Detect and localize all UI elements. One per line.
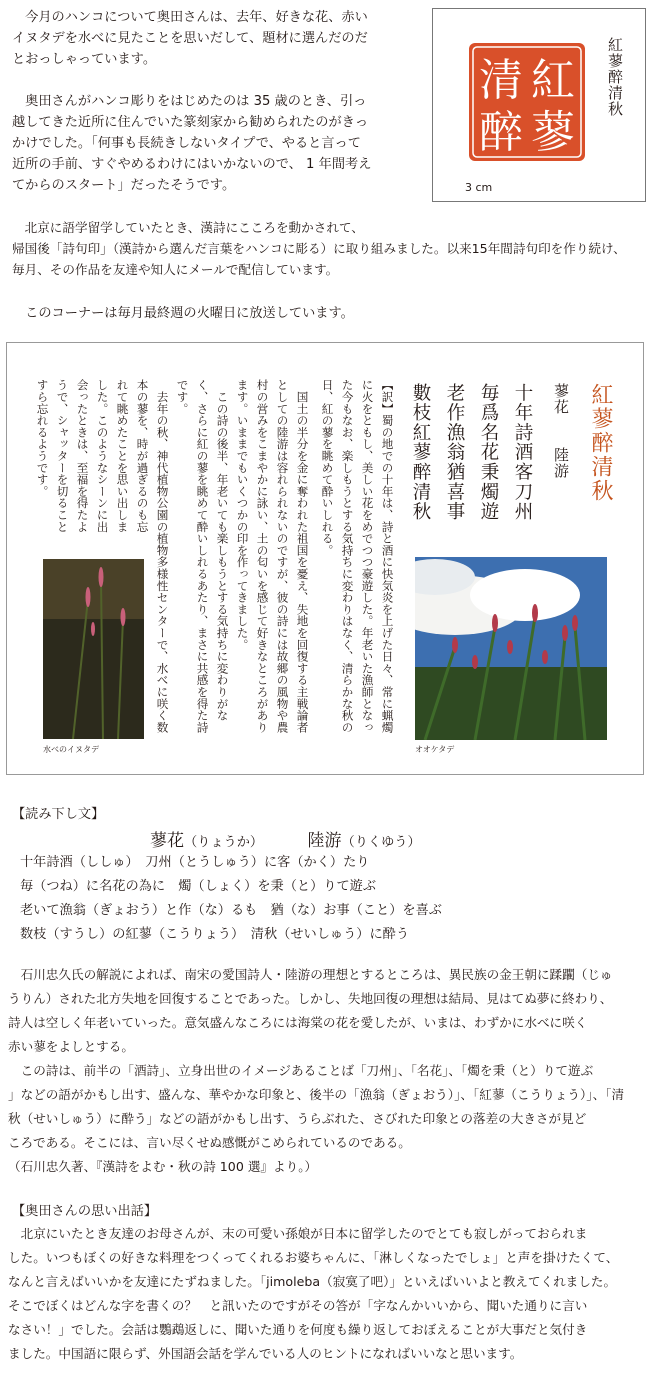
- commentary-line: です。: [175, 379, 190, 415]
- translation-line: に火をともし、美しい花をめでつつ豪遊した。年老いた漁師となっ: [360, 379, 375, 733]
- memory-paragraph: 北京にいたとき友達のお母さんが、末の可愛い孫娘が日本に留学したのでとても寂しがっておられま した。いつもぼくの好きな料理をつくってくれるお婆ちゃんに、「淋しくなったでしょ」と声を掛けたくて、 なんと言えばいいかを友達にたずねました。「jimoleba（寂寞了吧）」といえばいいよと教えてくれました。 そこでぼくはどんな字を書くの？ と訊いたのですがその答が「字なんかいいから、聞いた通りに言い なさい！」でした。会話は鸚鵡返しに、聞いた通りを何度も繰り返しておぼえることが大事だと気付き ました。中国語に限らず、外国語会話を学んでいる人のヒントになればいいなと思います。: [8, 1226, 619, 1361]
- translation-line: た今もなお、楽しもうとする気持ちに変わりはなく、清らかな秋の: [340, 379, 355, 733]
- okedate-photo: [415, 557, 607, 740]
- commentary-line: としての陸游は容れられないのですが、彼の詩には故郷の風物や農: [275, 379, 290, 733]
- seal-stamp-image: [469, 43, 585, 161]
- commentary-line: ます。いままでもいくつかの印を作ってきました。: [235, 379, 250, 651]
- svg-text:清: 清: [479, 55, 523, 106]
- inutade-photo: [43, 559, 144, 739]
- yomi-lines: 十年詩酒（ししゅ） 刀州（とうしゅう）に客（かく）たり 毎（つね）に名花の為に 燭（しょく）を秉（と）りて遊ぶ 老いて漁翁（ぎょおう）と作（な）るも 猶（な）お事（こと）を喜ぶ 数枝（すうし）の紅蓼（こうりょう） 清秋（せいしゅう）に酔う: [20, 855, 442, 942]
- translation-line: 【訳】蜀の地での十年は、詩と酒に快気炎を上げた日々、常に蝋燭: [380, 379, 395, 733]
- seal-size-label: 3 cm: [465, 181, 493, 194]
- commentary-line: れて眺めたことを思い出しま: [115, 379, 130, 533]
- commentary-line: した。このようなシーンに出: [95, 379, 110, 533]
- commentary-line: うで、シャッターを切ること: [55, 379, 70, 533]
- commentary-line: く、さらに紅の蓼を眺めて酔いしれるあたり、まさに共感を得た詩: [195, 379, 210, 733]
- commentary-line: すら忘れるようです。: [35, 379, 50, 497]
- svg-text:醉: 醉: [479, 107, 523, 158]
- svg-text:蓼: 蓼: [531, 107, 575, 158]
- commentary-line: 去年の秋、神代植物公園の植物多様性センターで、水べに咲く数: [155, 379, 170, 733]
- intro-paragraph: 今月のハンコについて奥田さんは、去年、好きな花、赤い イヌタデを水べに見たことを思いだして、題材に選んだのだ とおっしゃっています。: [12, 10, 368, 67]
- commentary-line: 会ったときは、至福を得たよ: [75, 379, 90, 533]
- photo-caption-right: オオケタデ: [415, 745, 455, 754]
- yomi-title-kanji: 蓼花: [150, 831, 184, 851]
- translation-line: 日、紅の蓼を眺めて酔いしれる。: [320, 379, 335, 556]
- commentary-line: 村の営みをこまやかに詠い、土の匂いを感じて好きなところがあり: [255, 379, 270, 733]
- poem-title: 紅蓼醉清秋: [588, 383, 613, 503]
- yomi-author-reading: （りくゆう）: [341, 835, 421, 850]
- yomi-title-row: [150, 826, 421, 851]
- broadcast-note: このコーナーは毎月最終週の火曜日に放送しています。: [12, 306, 354, 321]
- seal-vertical-label: 紅蓼醉清秋: [606, 37, 624, 117]
- yomi-title-reading: （りょうか）: [184, 835, 264, 850]
- poem-line: 老作漁翁猶喜事: [444, 383, 465, 522]
- origin-paragraph: 奥田さんがハンコ彫りをはじめたのは 35 歳のとき、引っ 越してきた近所に住んでいた篆刻家から勧められたのがきっ かけでした。「何事も長続きしないタイプで、やると言って 近所の手前、すぐやめるわけにはいかないので、 1 年間考え てからのスタート」だったそうです。: [12, 94, 372, 193]
- poem-line: 毎爲名花秉燭遊: [478, 383, 499, 522]
- beijing-paragraph: 北京に語学留学していたとき、漢詩にこころを動かされて、 帰国後「詩句印」（漢詩から選んだ言葉をハンコに彫る）に取り組みました。以来15年間詩句印を作り続け、 毎月、その作品を友達や知人にメールで配信しています。: [12, 220, 626, 277]
- seal-box: [432, 8, 646, 202]
- commentary-line: 国土の半分を金に奪われた祖国を憂え、失地を回復する主戦論者: [295, 379, 310, 733]
- yomi-header: 【読み下し文】: [12, 807, 105, 822]
- poem-line: 十年詩酒客刀州: [512, 383, 533, 522]
- poem-panel: [6, 342, 644, 775]
- explanation-paragraph: 石川忠久氏の解説によれば、南宋の愛国詩人・陸游の理想とするところは、異民族の金王朝に蹂躙（じゅ うりん）された北方失地を回復することであった。しかし、失地回復の理想は結局、見はてぬ夢に終わり、 詩人は空しく年老いていった。意気盛んなころには海棠の花を愛したが、いまは、わずかに水べに咲く 赤い蓼をよしとする。 この詩は、前半の「酒詩」、立身出世のイメージあることば「刀州」、「名花」、「燭を秉（と）りて遊ぶ 」などの語がかもし出す、盛んな、華やかな印象と、後半の「漁翁（ぎょおう）」、「紅蓼（こうりょう）」、「清 秋（せいしゅう）に酔う」などの語がかもし出す、うらぶれた、さびれた印象との落差の大きさが見ど ころである。そこには、言い尽くせぬ感慨がこめられているのである。 （石川忠久著、『漢詩をよむ・秋の詩 100 選』より。）: [8, 967, 625, 1174]
- yomi-author-kanji: 陸游: [307, 831, 342, 851]
- commentary-line: 本の蓼を、時が過ぎるのも忘: [135, 379, 150, 533]
- poem-author: 蓼花 陸游: [552, 383, 570, 479]
- svg-text:紅: 紅: [531, 55, 575, 106]
- memory-header: 【奥田さんの思い出話】: [12, 1204, 158, 1219]
- poem-line: 數枝紅蓼醉清秋: [410, 383, 431, 522]
- commentary-line: この詩の後半、年老いても楽しもうとする気持ちに変わりがな: [215, 379, 230, 722]
- photo-caption-left: 水べのイヌタデ: [43, 745, 99, 754]
